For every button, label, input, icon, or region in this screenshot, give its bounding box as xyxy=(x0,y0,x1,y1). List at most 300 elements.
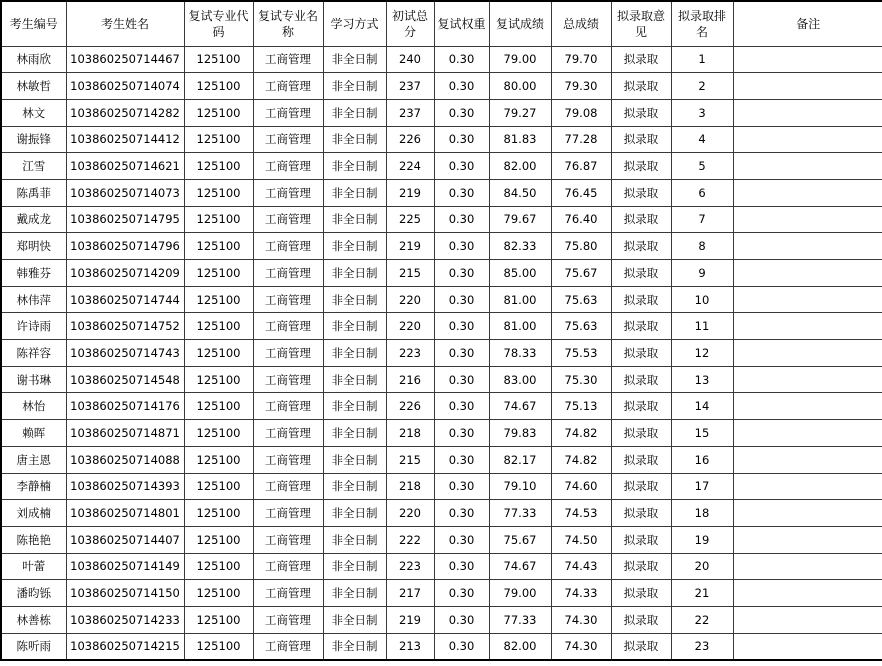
cell-major-name: 工商管理 xyxy=(253,340,323,367)
cell-name: 103860250714150 xyxy=(66,580,184,607)
cell-total-score: 75.63 xyxy=(551,313,611,340)
cell-retest-weight: 0.30 xyxy=(434,99,489,126)
cell-opinion: 拟录取 xyxy=(611,260,671,287)
table-row xyxy=(1,526,882,553)
header-row xyxy=(1,1,882,46)
cell-remark xyxy=(733,446,882,473)
cell-name: 103860250714215 xyxy=(66,633,184,660)
cell-remark xyxy=(733,153,882,180)
cell-initial-total: 218 xyxy=(386,473,434,500)
cell-exam-no: 唐主恩 xyxy=(1,446,66,473)
cell-initial-total: 224 xyxy=(386,153,434,180)
cell-name: 103860250714548 xyxy=(66,366,184,393)
cell-rank: 18 xyxy=(671,500,733,527)
cell-rank: 1 xyxy=(671,46,733,73)
cell-retest-score: 77.33 xyxy=(489,500,551,527)
cell-major-code: 125100 xyxy=(184,446,253,473)
cell-exam-no: 许诗雨 xyxy=(1,313,66,340)
cell-remark xyxy=(733,260,882,287)
table-row xyxy=(1,179,882,206)
cell-study-mode: 非全日制 xyxy=(323,340,386,367)
cell-study-mode: 非全日制 xyxy=(323,99,386,126)
cell-study-mode: 非全日制 xyxy=(323,46,386,73)
cell-exam-no: 刘成楠 xyxy=(1,500,66,527)
cell-remark xyxy=(733,206,882,233)
cell-exam-no: 林伟萍 xyxy=(1,286,66,313)
cell-retest-score: 79.83 xyxy=(489,420,551,447)
cell-initial-total: 223 xyxy=(386,340,434,367)
col-header-major-name: 复试专业名称 xyxy=(253,1,323,46)
cell-rank: 17 xyxy=(671,473,733,500)
cell-major-name: 工商管理 xyxy=(253,46,323,73)
table-row xyxy=(1,473,882,500)
cell-major-code: 125100 xyxy=(184,526,253,553)
cell-total-score: 75.67 xyxy=(551,260,611,287)
cell-remark xyxy=(733,393,882,420)
cell-total-score: 74.43 xyxy=(551,553,611,580)
cell-retest-score: 79.67 xyxy=(489,206,551,233)
col-header-exam-no: 考生编号 xyxy=(1,1,66,46)
cell-exam-no: 潘昀铄 xyxy=(1,580,66,607)
cell-exam-no: 江雪 xyxy=(1,153,66,180)
col-header-rank: 拟录取排名 xyxy=(671,1,733,46)
cell-name: 103860250714176 xyxy=(66,393,184,420)
cell-name: 103860250714088 xyxy=(66,446,184,473)
cell-remark xyxy=(733,606,882,633)
cell-opinion: 拟录取 xyxy=(611,366,671,393)
cell-major-name: 工商管理 xyxy=(253,99,323,126)
cell-retest-score: 81.00 xyxy=(489,286,551,313)
cell-retest-score: 82.17 xyxy=(489,446,551,473)
cell-initial-total: 223 xyxy=(386,553,434,580)
table-row xyxy=(1,553,882,580)
cell-major-code: 125100 xyxy=(184,233,253,260)
cell-initial-total: 237 xyxy=(386,99,434,126)
cell-remark xyxy=(733,526,882,553)
cell-opinion: 拟录取 xyxy=(611,580,671,607)
cell-study-mode: 非全日制 xyxy=(323,606,386,633)
cell-retest-weight: 0.30 xyxy=(434,446,489,473)
cell-total-score: 74.82 xyxy=(551,446,611,473)
cell-initial-total: 220 xyxy=(386,286,434,313)
table-row xyxy=(1,313,882,340)
cell-initial-total: 240 xyxy=(386,46,434,73)
cell-remark xyxy=(733,126,882,153)
cell-name: 103860250714621 xyxy=(66,153,184,180)
cell-major-code: 125100 xyxy=(184,473,253,500)
cell-exam-no: 谢书琳 xyxy=(1,366,66,393)
cell-rank: 20 xyxy=(671,553,733,580)
cell-opinion: 拟录取 xyxy=(611,500,671,527)
cell-rank: 23 xyxy=(671,633,733,660)
cell-retest-score: 79.00 xyxy=(489,580,551,607)
cell-opinion: 拟录取 xyxy=(611,606,671,633)
cell-rank: 2 xyxy=(671,73,733,100)
table-row xyxy=(1,633,882,660)
cell-rank: 13 xyxy=(671,366,733,393)
cell-major-name: 工商管理 xyxy=(253,126,323,153)
cell-exam-no: 郑明快 xyxy=(1,233,66,260)
cell-total-score: 74.33 xyxy=(551,580,611,607)
cell-opinion: 拟录取 xyxy=(611,126,671,153)
cell-remark xyxy=(733,580,882,607)
cell-major-code: 125100 xyxy=(184,420,253,447)
cell-study-mode: 非全日制 xyxy=(323,420,386,447)
cell-retest-weight: 0.30 xyxy=(434,580,489,607)
cell-exam-no: 陈艳艳 xyxy=(1,526,66,553)
cell-study-mode: 非全日制 xyxy=(323,446,386,473)
table-row xyxy=(1,500,882,527)
cell-major-name: 工商管理 xyxy=(253,473,323,500)
cell-retest-weight: 0.30 xyxy=(434,126,489,153)
cell-initial-total: 219 xyxy=(386,179,434,206)
cell-exam-no: 李静楠 xyxy=(1,473,66,500)
table-row xyxy=(1,393,882,420)
cell-rank: 5 xyxy=(671,153,733,180)
cell-exam-no: 陈祥容 xyxy=(1,340,66,367)
cell-retest-score: 79.00 xyxy=(489,46,551,73)
cell-opinion: 拟录取 xyxy=(611,393,671,420)
cell-name: 103860250714871 xyxy=(66,420,184,447)
cell-major-name: 工商管理 xyxy=(253,553,323,580)
cell-opinion: 拟录取 xyxy=(611,179,671,206)
cell-initial-total: 220 xyxy=(386,313,434,340)
cell-retest-score: 85.00 xyxy=(489,260,551,287)
cell-rank: 8 xyxy=(671,233,733,260)
cell-initial-total: 222 xyxy=(386,526,434,553)
cell-major-name: 工商管理 xyxy=(253,420,323,447)
cell-remark xyxy=(733,420,882,447)
cell-initial-total: 213 xyxy=(386,633,434,660)
cell-major-code: 125100 xyxy=(184,633,253,660)
cell-study-mode: 非全日制 xyxy=(323,633,386,660)
cell-opinion: 拟录取 xyxy=(611,313,671,340)
cell-major-code: 125100 xyxy=(184,580,253,607)
cell-major-name: 工商管理 xyxy=(253,606,323,633)
cell-total-score: 75.30 xyxy=(551,366,611,393)
cell-major-name: 工商管理 xyxy=(253,446,323,473)
cell-opinion: 拟录取 xyxy=(611,73,671,100)
cell-name: 103860250714073 xyxy=(66,179,184,206)
cell-rank: 11 xyxy=(671,313,733,340)
col-header-opinion: 拟录取意见 xyxy=(611,1,671,46)
cell-major-code: 125100 xyxy=(184,340,253,367)
cell-rank: 16 xyxy=(671,446,733,473)
cell-exam-no: 叶蕾 xyxy=(1,553,66,580)
cell-retest-weight: 0.30 xyxy=(434,420,489,447)
table-row xyxy=(1,46,882,73)
cell-retest-weight: 0.30 xyxy=(434,206,489,233)
cell-name: 103860250714752 xyxy=(66,313,184,340)
cell-major-name: 工商管理 xyxy=(253,393,323,420)
cell-major-name: 工商管理 xyxy=(253,153,323,180)
cell-study-mode: 非全日制 xyxy=(323,313,386,340)
cell-initial-total: 237 xyxy=(386,73,434,100)
cell-opinion: 拟录取 xyxy=(611,46,671,73)
cell-initial-total: 220 xyxy=(386,500,434,527)
cell-study-mode: 非全日制 xyxy=(323,526,386,553)
cell-total-score: 75.53 xyxy=(551,340,611,367)
cell-major-name: 工商管理 xyxy=(253,286,323,313)
cell-total-score: 74.60 xyxy=(551,473,611,500)
cell-total-score: 74.50 xyxy=(551,526,611,553)
cell-rank: 14 xyxy=(671,393,733,420)
table-row xyxy=(1,126,882,153)
cell-retest-weight: 0.30 xyxy=(434,73,489,100)
cell-name: 103860250714795 xyxy=(66,206,184,233)
cell-opinion: 拟录取 xyxy=(611,553,671,580)
cell-initial-total: 219 xyxy=(386,233,434,260)
table-row xyxy=(1,580,882,607)
cell-retest-score: 82.00 xyxy=(489,153,551,180)
cell-rank: 12 xyxy=(671,340,733,367)
cell-retest-score: 81.00 xyxy=(489,313,551,340)
cell-study-mode: 非全日制 xyxy=(323,553,386,580)
cell-major-code: 125100 xyxy=(184,286,253,313)
cell-exam-no: 林雨欣 xyxy=(1,46,66,73)
cell-name: 103860250714233 xyxy=(66,606,184,633)
cell-retest-weight: 0.30 xyxy=(434,46,489,73)
cell-retest-score: 83.00 xyxy=(489,366,551,393)
cell-opinion: 拟录取 xyxy=(611,340,671,367)
table-row xyxy=(1,99,882,126)
cell-total-score: 77.28 xyxy=(551,126,611,153)
cell-opinion: 拟录取 xyxy=(611,206,671,233)
cell-remark xyxy=(733,473,882,500)
table-row xyxy=(1,366,882,393)
cell-retest-weight: 0.30 xyxy=(434,473,489,500)
cell-total-score: 75.63 xyxy=(551,286,611,313)
cell-opinion: 拟录取 xyxy=(611,633,671,660)
cell-initial-total: 215 xyxy=(386,446,434,473)
col-header-major-code: 复试专业代码 xyxy=(184,1,253,46)
cell-name: 103860250714743 xyxy=(66,340,184,367)
cell-rank: 15 xyxy=(671,420,733,447)
cell-total-score: 74.82 xyxy=(551,420,611,447)
cell-major-name: 工商管理 xyxy=(253,633,323,660)
cell-major-name: 工商管理 xyxy=(253,179,323,206)
cell-name: 103860250714744 xyxy=(66,286,184,313)
cell-retest-score: 74.67 xyxy=(489,553,551,580)
cell-major-code: 125100 xyxy=(184,393,253,420)
cell-retest-weight: 0.30 xyxy=(434,393,489,420)
cell-exam-no: 林怡 xyxy=(1,393,66,420)
cell-major-code: 125100 xyxy=(184,553,253,580)
table-row xyxy=(1,233,882,260)
cell-retest-weight: 0.30 xyxy=(434,633,489,660)
cell-major-name: 工商管理 xyxy=(253,366,323,393)
cell-rank: 21 xyxy=(671,580,733,607)
cell-retest-weight: 0.30 xyxy=(434,340,489,367)
cell-study-mode: 非全日制 xyxy=(323,366,386,393)
cell-major-name: 工商管理 xyxy=(253,313,323,340)
cell-name: 103860250714407 xyxy=(66,526,184,553)
cell-study-mode: 非全日制 xyxy=(323,153,386,180)
cell-total-score: 74.30 xyxy=(551,606,611,633)
cell-retest-weight: 0.30 xyxy=(434,526,489,553)
cell-major-code: 125100 xyxy=(184,366,253,393)
cell-study-mode: 非全日制 xyxy=(323,286,386,313)
cell-major-code: 125100 xyxy=(184,313,253,340)
cell-rank: 9 xyxy=(671,260,733,287)
cell-total-score: 79.70 xyxy=(551,46,611,73)
cell-opinion: 拟录取 xyxy=(611,526,671,553)
cell-opinion: 拟录取 xyxy=(611,420,671,447)
cell-study-mode: 非全日制 xyxy=(323,473,386,500)
cell-exam-no: 韩雅芬 xyxy=(1,260,66,287)
cell-retest-score: 81.83 xyxy=(489,126,551,153)
cell-remark xyxy=(733,73,882,100)
cell-retest-score: 79.10 xyxy=(489,473,551,500)
col-header-retest-weight: 复试权重 xyxy=(434,1,489,46)
cell-exam-no: 林文 xyxy=(1,99,66,126)
cell-opinion: 拟录取 xyxy=(611,153,671,180)
cell-rank: 10 xyxy=(671,286,733,313)
cell-major-code: 125100 xyxy=(184,126,253,153)
cell-retest-weight: 0.30 xyxy=(434,313,489,340)
table-row xyxy=(1,153,882,180)
cell-retest-score: 78.33 xyxy=(489,340,551,367)
cell-retest-score: 80.00 xyxy=(489,73,551,100)
cell-remark xyxy=(733,99,882,126)
cell-major-code: 125100 xyxy=(184,606,253,633)
cell-opinion: 拟录取 xyxy=(611,473,671,500)
cell-major-name: 工商管理 xyxy=(253,233,323,260)
cell-study-mode: 非全日制 xyxy=(323,73,386,100)
cell-remark xyxy=(733,366,882,393)
cell-major-code: 125100 xyxy=(184,179,253,206)
cell-major-code: 125100 xyxy=(184,153,253,180)
cell-initial-total: 219 xyxy=(386,606,434,633)
cell-retest-score: 74.67 xyxy=(489,393,551,420)
cell-total-score: 76.87 xyxy=(551,153,611,180)
cell-major-name: 工商管理 xyxy=(253,73,323,100)
cell-study-mode: 非全日制 xyxy=(323,206,386,233)
cell-retest-score: 84.50 xyxy=(489,179,551,206)
cell-exam-no: 戴成龙 xyxy=(1,206,66,233)
cell-remark xyxy=(733,179,882,206)
cell-total-score: 76.40 xyxy=(551,206,611,233)
cell-major-name: 工商管理 xyxy=(253,206,323,233)
cell-retest-score: 75.67 xyxy=(489,526,551,553)
table-row xyxy=(1,73,882,100)
table-row xyxy=(1,340,882,367)
cell-retest-weight: 0.30 xyxy=(434,286,489,313)
cell-total-score: 74.53 xyxy=(551,500,611,527)
table-body xyxy=(1,46,882,660)
cell-name: 103860250714467 xyxy=(66,46,184,73)
cell-exam-no: 林善栋 xyxy=(1,606,66,633)
cell-rank: 19 xyxy=(671,526,733,553)
cell-initial-total: 215 xyxy=(386,260,434,287)
cell-initial-total: 218 xyxy=(386,420,434,447)
cell-major-code: 125100 xyxy=(184,99,253,126)
cell-opinion: 拟录取 xyxy=(611,233,671,260)
cell-major-name: 工商管理 xyxy=(253,580,323,607)
cell-study-mode: 非全日制 xyxy=(323,260,386,287)
cell-retest-weight: 0.30 xyxy=(434,366,489,393)
cell-opinion: 拟录取 xyxy=(611,286,671,313)
cell-rank: 3 xyxy=(671,99,733,126)
cell-retest-weight: 0.30 xyxy=(434,606,489,633)
cell-name: 103860250714282 xyxy=(66,99,184,126)
cell-opinion: 拟录取 xyxy=(611,99,671,126)
cell-remark xyxy=(733,313,882,340)
cell-total-score: 79.30 xyxy=(551,73,611,100)
cell-major-name: 工商管理 xyxy=(253,500,323,527)
col-header-total-score: 总成绩 xyxy=(551,1,611,46)
cell-retest-weight: 0.30 xyxy=(434,260,489,287)
cell-name: 103860250714149 xyxy=(66,553,184,580)
cell-major-code: 125100 xyxy=(184,206,253,233)
cell-retest-weight: 0.30 xyxy=(434,179,489,206)
cell-retest-weight: 0.30 xyxy=(434,233,489,260)
table-row xyxy=(1,260,882,287)
cell-retest-score: 82.33 xyxy=(489,233,551,260)
cell-remark xyxy=(733,500,882,527)
cell-exam-no: 谢振锋 xyxy=(1,126,66,153)
cell-total-score: 75.80 xyxy=(551,233,611,260)
table-row xyxy=(1,420,882,447)
cell-study-mode: 非全日制 xyxy=(323,393,386,420)
cell-exam-no: 林敏哲 xyxy=(1,73,66,100)
cell-remark xyxy=(733,46,882,73)
cell-retest-score: 79.27 xyxy=(489,99,551,126)
table-row xyxy=(1,286,882,313)
cell-study-mode: 非全日制 xyxy=(323,126,386,153)
col-header-remark: 备注 xyxy=(733,1,882,46)
cell-name: 103860250714412 xyxy=(66,126,184,153)
cell-retest-weight: 0.30 xyxy=(434,153,489,180)
cell-initial-total: 217 xyxy=(386,580,434,607)
col-header-retest-score: 复试成绩 xyxy=(489,1,551,46)
table-row xyxy=(1,606,882,633)
cell-major-code: 125100 xyxy=(184,500,253,527)
cell-remark xyxy=(733,286,882,313)
cell-major-name: 工商管理 xyxy=(253,526,323,553)
cell-major-code: 125100 xyxy=(184,73,253,100)
cell-initial-total: 226 xyxy=(386,126,434,153)
cell-name: 103860250714074 xyxy=(66,73,184,100)
cell-total-score: 79.08 xyxy=(551,99,611,126)
cell-major-code: 125100 xyxy=(184,46,253,73)
cell-remark xyxy=(733,340,882,367)
cell-retest-score: 77.33 xyxy=(489,606,551,633)
table-row xyxy=(1,206,882,233)
table-row xyxy=(1,446,882,473)
col-header-name: 考生姓名 xyxy=(66,1,184,46)
cell-name: 103860250714393 xyxy=(66,473,184,500)
cell-initial-total: 225 xyxy=(386,206,434,233)
cell-exam-no: 陈禹菲 xyxy=(1,179,66,206)
cell-remark xyxy=(733,233,882,260)
col-header-initial-total: 初试总分 xyxy=(386,1,434,46)
cell-study-mode: 非全日制 xyxy=(323,500,386,527)
cell-exam-no: 赖晖 xyxy=(1,420,66,447)
col-header-study-mode: 学习方式 xyxy=(323,1,386,46)
cell-study-mode: 非全日制 xyxy=(323,179,386,206)
cell-retest-weight: 0.30 xyxy=(434,553,489,580)
cell-major-code: 125100 xyxy=(184,260,253,287)
cell-retest-weight: 0.30 xyxy=(434,500,489,527)
cell-rank: 4 xyxy=(671,126,733,153)
cell-retest-score: 82.00 xyxy=(489,633,551,660)
cell-exam-no: 陈听雨 xyxy=(1,633,66,660)
cell-rank: 6 xyxy=(671,179,733,206)
cell-study-mode: 非全日制 xyxy=(323,580,386,607)
cell-total-score: 76.45 xyxy=(551,179,611,206)
cell-total-score: 75.13 xyxy=(551,393,611,420)
